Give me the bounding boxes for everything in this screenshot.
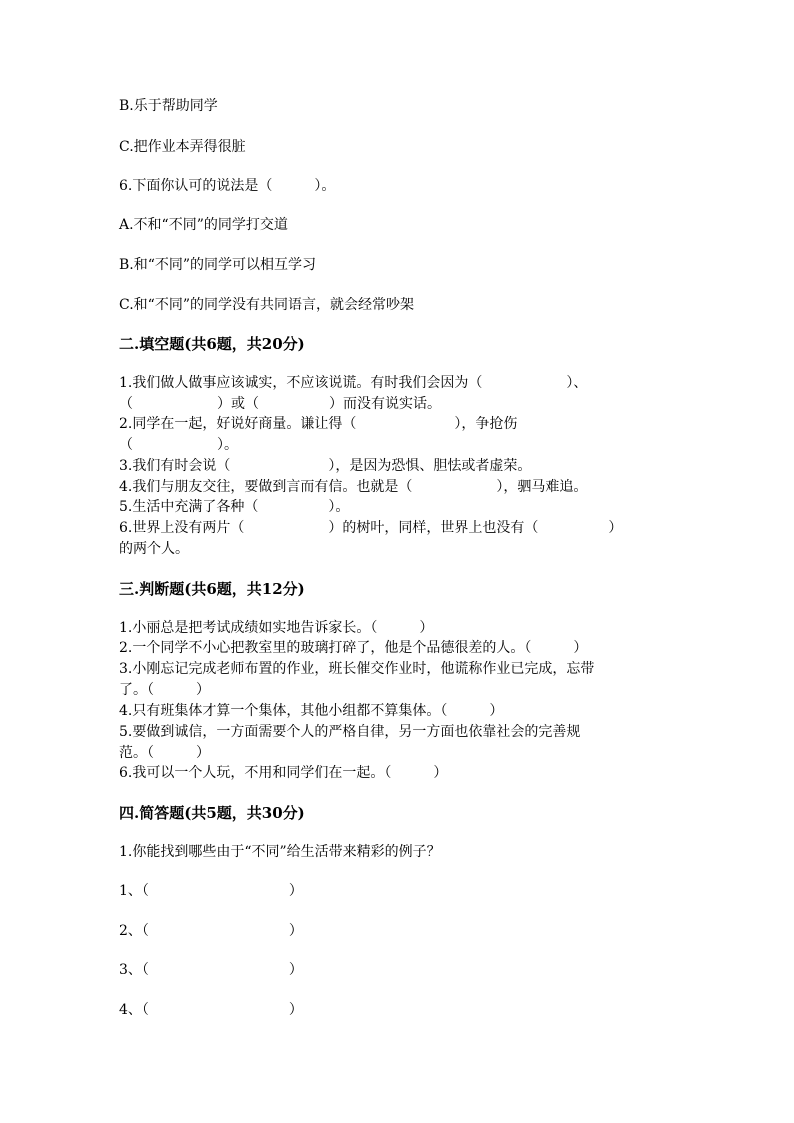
section-2-heading: 二.填空题(共6题，共20分) bbox=[119, 335, 305, 353]
judge-line-2: 2.一个同学不小心把教室里的玻璃打碎了，他是个品德很差的人。（ ） bbox=[119, 640, 588, 656]
option-c: C.把作业本弄得很脏 bbox=[119, 139, 246, 155]
fill-line-3: 2.同学在一起，好说好商量。谦让得（ ），争抢伤 bbox=[119, 416, 518, 432]
question-6-option-c: C.和“不同”的同学没有共同语言，就会经常吵架 bbox=[119, 297, 414, 313]
section-3-heading: 三.判断题(共6题，共12分) bbox=[119, 580, 305, 598]
short-answer-question-1: 1.你能找到哪些由于“不同”给生活带来精彩的例子？ bbox=[119, 844, 441, 860]
answer-line-1: 1、（ ） bbox=[119, 883, 303, 899]
answer-line-4: 4、（ ） bbox=[119, 1002, 303, 1018]
answer-line-2: 2、（ ） bbox=[119, 923, 303, 939]
fill-line-1: 1.我们做人做事应该诚实，不应该说谎。有时我们会因为（ ）、 bbox=[119, 375, 588, 391]
fill-line-2: （ ）或（ ）而没有说实话。 bbox=[119, 396, 441, 412]
judge-line-7: 范。（ ） bbox=[119, 745, 210, 761]
fill-line-8: 6.世界上没有两片（ ）的树叶，同样，世界上也没有（ ） bbox=[119, 520, 623, 536]
fill-line-4: （ ）。 bbox=[119, 437, 238, 453]
fill-line-9: 的两个人。 bbox=[119, 541, 189, 557]
judge-line-1: 1.小丽总是把考试成绩如实地告诉家长。（ ） bbox=[119, 620, 434, 636]
judge-line-8: 6.我可以一个人玩，不用和同学们在一起。（ ） bbox=[119, 765, 448, 781]
judge-line-6: 5.要做到诚信，一方面需要个人的严格自律，另一方面也依靠社会的完善规 bbox=[119, 724, 581, 740]
section-4-heading: 四.简答题(共5题，共30分) bbox=[119, 804, 305, 822]
option-b: B.乐于帮助同学 bbox=[119, 98, 218, 114]
question-6-stem: 6.下面你认可的说法是（ ）。 bbox=[119, 178, 336, 194]
answer-line-3: 3、（ ） bbox=[119, 962, 303, 978]
question-6-option-b: B.和“不同”的同学可以相互学习 bbox=[119, 257, 317, 273]
fill-line-5: 3.我们有时会说（ ），是因为恐惧、胆怯或者虚荣。 bbox=[119, 458, 532, 474]
question-6-option-a: A.不和“不同”的同学打交道 bbox=[119, 217, 288, 233]
judge-line-4: 了。（ ） bbox=[119, 682, 210, 698]
fill-line-6: 4.我们与朋友交往，要做到言而有信。也就是（ ），驷马难追。 bbox=[119, 479, 588, 495]
judge-line-3: 3.小刚忘记完成老师布置的作业，班长催交作业时，他谎称作业已完成，忘带 bbox=[119, 661, 595, 677]
fill-line-7: 5.生活中充满了各种（ ）。 bbox=[119, 499, 350, 515]
judge-line-5: 4.只有班集体才算一个集体，其他小组都不算集体。（ ） bbox=[119, 703, 504, 719]
